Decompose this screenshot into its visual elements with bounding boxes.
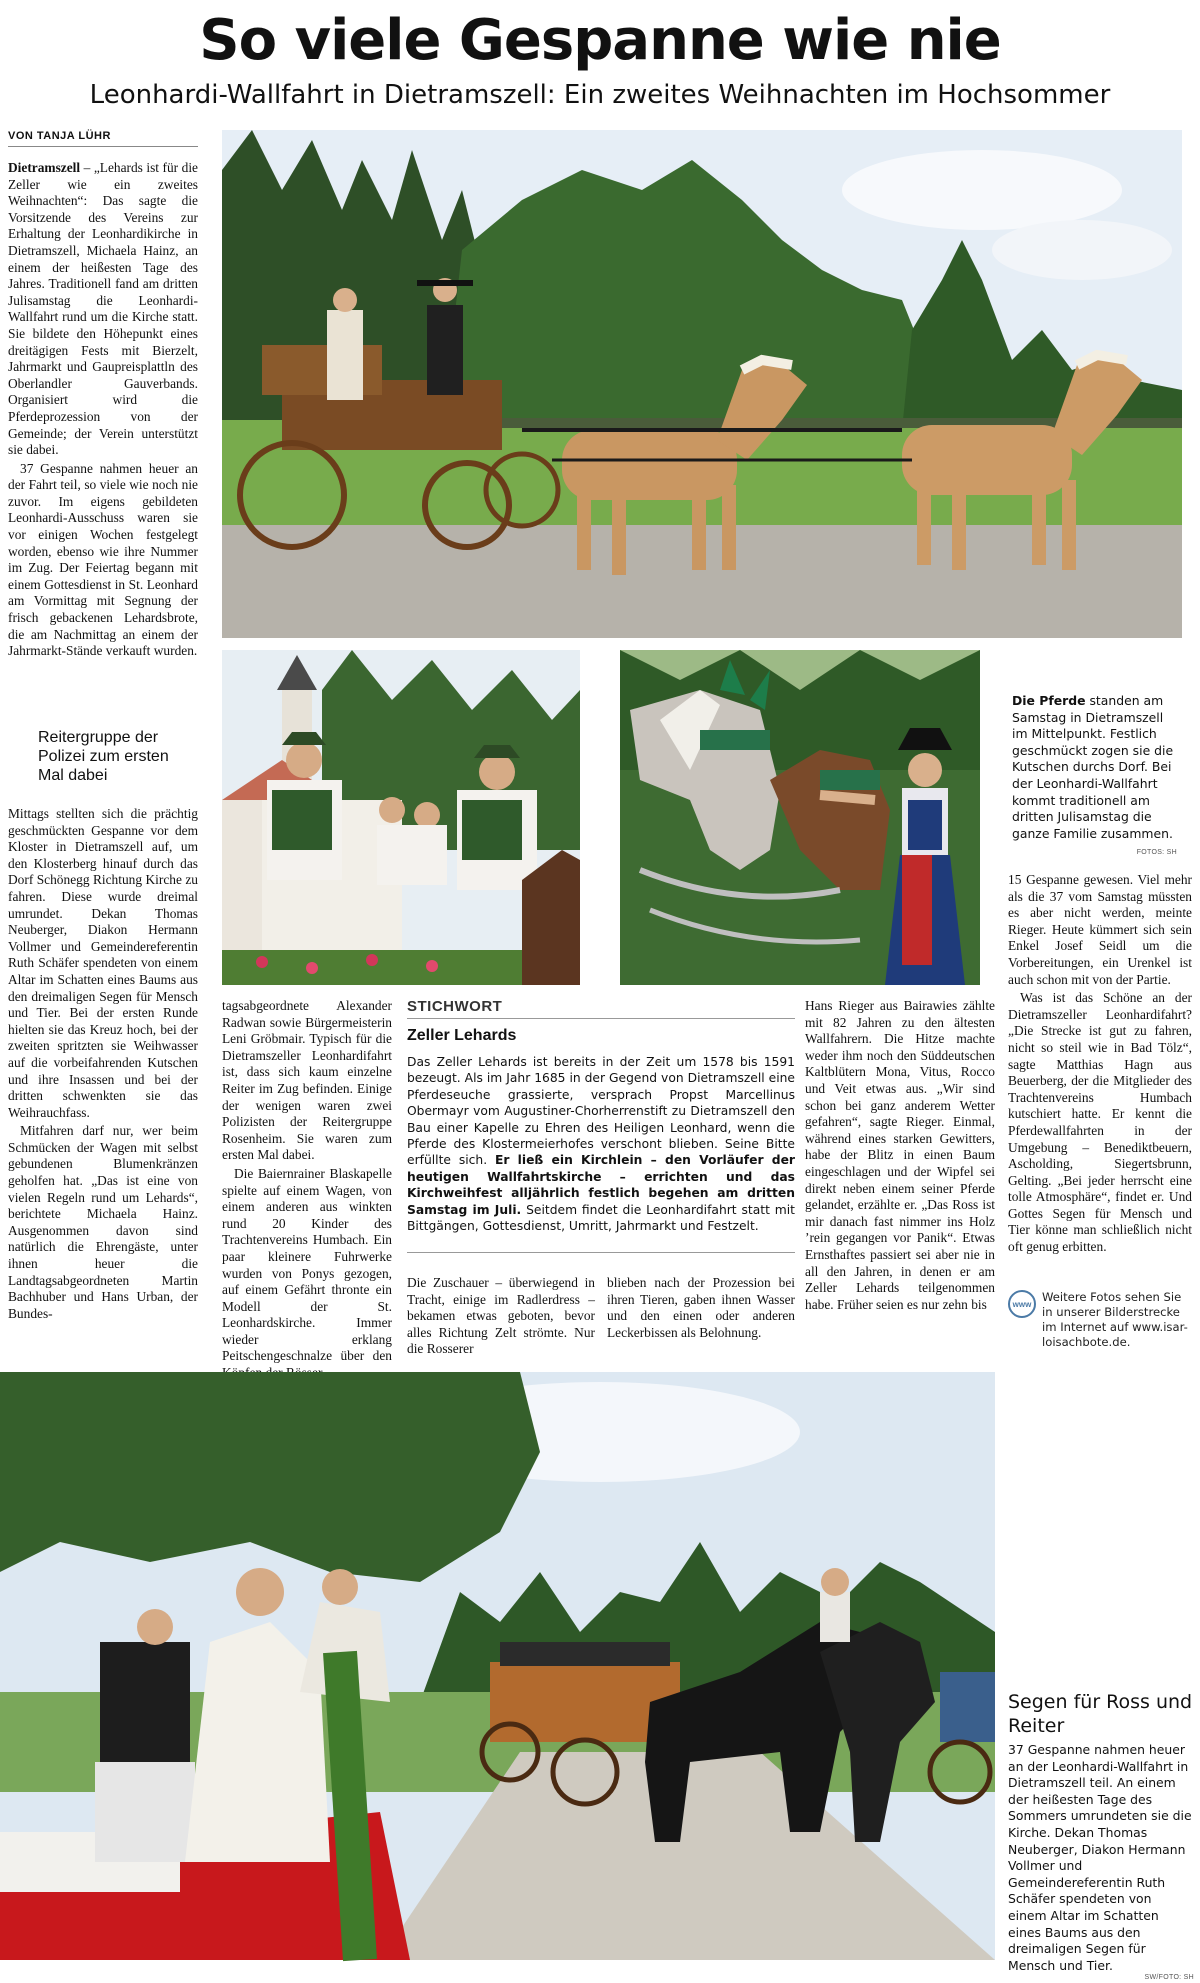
box-text-part: Das Zeller Lehards ist bereits in der Zeit um 1578 bis 1591 bezeugt. Als im Jahr 1685 in der Gegend von Dietramszell eine Pferdeseuche grassierte, versprach Propst Marcellinus Obermayr vom Augustiner-Chorherrenstift zu Dietramszell den Bau einer Kapelle zu Ehren des Heiligen Leonhard, wenn die Pferde des Klostermeierhofes verschont blieben. Seine Bitte erfüllte sich. — [407, 1055, 795, 1168]
photo-caption-top — [1012, 693, 1177, 862]
caption-lead: Die Pferde — [1012, 693, 1086, 708]
box-text-bold: Er ließ ein Kirchlein – den Vorläufer der heutigen Wallfahrtskirche – errichten und das Kirchweihfest alljährlich festlich begehen am dritten Samstag im Juli. — [407, 1153, 795, 1217]
paragraph: Was ist das Schöne an der Dietramszeller Leonhardifahrt? „Die Strecke ist gut zu fahren, nicht so steil wie in Bad Tölz“, sagte Matthias Hagn aus Beuerberg, der die Mitglieder des Trachtenvereins Humbach kutschiert hatte. Er kennt die Pferdewallfahrten in der Umgebung – Benediktbeuern, Ascholding, Siegertsbrunn, Gelting. „Bei jeder herrscht eine tolle Atmosphäre“, findet er. Und Gottes Segen für Mensch und Tier könne man schließlich nicht oft genug erbitten. — [1008, 990, 1192, 1255]
caption-text: standen am Samstag in Dietramszell im Mittelpunkt. Festlich geschmückt zogen sie die Kutschen durchs Dorf. Bei der Leonhardi-Wallfahrt kommt traditionell am dritten Julisamstag die ganze Familie zusammen. — [1012, 693, 1174, 841]
globe-icon-label: www — [1012, 1299, 1032, 1309]
info-box — [407, 998, 795, 1253]
globe-icon — [1008, 1290, 1036, 1318]
photo-blessing — [0, 1372, 995, 1960]
photo-carriage-horses — [222, 130, 1182, 638]
byline: VON TANJA LÜHR — [8, 130, 198, 147]
article-column-5 — [1008, 872, 1192, 1258]
box-text — [407, 1054, 795, 1234]
paragraph: Mittags stellten sich die prächtig geschmückten Gespanne vor dem Kloster in Dietramszell auf, um den Klosterberg hinauf durch das Dorf Schönegg Richtung Kirche zu fahren. Diese wurde dreimal umrundet. Dekan Thomas Neuberger, Diakon Hermann Vollmer und Gemeindereferentin Ruth Schäfer spendeten von einem Altar im Schatten eines Baums aus den dreimaligen Segen für Mensch und Tier. Bei der ersten Runde hielten sie das Kreuz hoch, bei der zweiten spritzten sie Weihwasser auf die vorbeifahrenden Kutschen und ihre Insassen und bei der dritten schwenkten sie das Weihrauchfass. — [8, 806, 198, 1120]
divider — [407, 1018, 795, 1019]
caption-title: Segen für Ross und Reiter — [1008, 1691, 1193, 1737]
caption-text: 37 Gespanne nahmen heuer an der Leonhardi-Wallfahrt in Dietramszell teil. An einem der heißesten Tage des Sommers umrundeten sie die Kirche. Dekan Thomas Neuberger, Diakon Hermann Vollmer und Gemeindereferentin Ruth Schäfer spendeten von einem Altar im Schatten eines Baums aus den dreimaligen Segen für Mensch und Tier. — [1008, 1742, 1192, 1973]
box-title: Zeller Lehards — [407, 1027, 517, 1044]
photo-credit: FOTOS: SH — [1136, 849, 1177, 857]
dateline: Dietramszell — [8, 160, 81, 175]
article-column-4 — [805, 998, 995, 1315]
subheadline: Leonhardi-Wallfahrt in Dietramszell: Ein zweites Weihnachten im Hochsommer — [89, 80, 1111, 110]
article-column-3b — [607, 1275, 795, 1343]
section-subhead: Reitergruppe der Polizei zum ersten Mal dabei — [38, 729, 169, 784]
article-column-1b — [8, 806, 198, 1324]
paragraph: tagsabgeordnete Alexander Radwan sowie Bürgermeisterin Leni Gröbmair. Typisch für die Dietramszeller Leonhardifahrt ist, dass sich kaum einzelne Reiter im Zug befinden. Einige der wenigen waren zwei Polizisten der Reitergruppe Rosenheim. Sie waren zum ersten Mal dabei. — [222, 998, 392, 1163]
web-notice-text: Weitere Fotos sehen Sie in unserer Bilderstrecke im Internet auf www.isar-loisachbote.de. — [1042, 1290, 1188, 1349]
photo-caption-bottom — [1008, 1690, 1194, 1983]
article-column-3a — [407, 1275, 595, 1360]
paragraph: 15 Gespanne gewesen. Viel mehr als die 37 vom Samstag müssten es aber nicht werden, meinte Rieger. Heute kümmert sich sein Enkel Josef Seidl um die Vorbereitungen, ein Urenkel ist auch schon mit von der Partie. — [1008, 872, 1192, 987]
paragraph: Hans Rieger aus Bairawies zählte mit 82 Jahren zu den ältesten Wallfahrern. Die Hitze machte weder ihm noch den Süddeutschen Kaltblütern Mona, Vitus, Rocco und Veit etwas aus. „Wir sind schon bei ganz anderem Wetter gefahren“, sagte Rieger. Einmal, während eines starken Gewitters, habe der Blitz in einen Baum eingeschlagen und der Wipfel sei direkt neben einem seiner Pferde gelandet, erzählte er. „Das Ross ist mir danach fast nimmer ins Holz ’rein gegangen vor Panik“. Etwas Ernsthaftes passiert sei aber nie in all den Jahren, in denen er am Zeller Lehards teilgenommen habe. Früher seien es nur zehn bis — [805, 998, 995, 1312]
photo-family-carriage — [222, 650, 580, 985]
divider — [407, 1252, 795, 1253]
paragraph: Mitfahren darf nur, wer beim Schmücken der Wagen mit selbst gebundenen Blumenkränzen geholfen hat. „Das ist eine von vielen Regeln rund um Lehards“, berichtete Michaela Hainz. Ausgenommen davon sind natürlich die Ehrengäste, unter ihnen heuer die Landtagsabgeordneten Martin Bachhuber und Hans Urban, der Bundes- — [8, 1123, 198, 1321]
photo-woman-horses — [620, 650, 980, 985]
paragraph: – „Lehards ist für die Zeller wie ein zweites Weihnachten“: Das sagte die Vorsitzende des Vereins zur Erhaltung der Leonhardikirche in Dietramszell, Michaela Hainz, an einem der heißesten Tage des Jahres. Traditionell fand am dritten Julisamstag die Leonhardi-Wallfahrt rund um die Kirche statt. Sie bildete den Höhepunkt eines dreitägigen Fests mit Bierzelt, Jahrmarkt und Gaupreisplattln des Oberlandler Gauverbands. Organisiert wird die Pferdeprozession von der Gemeinde; der Verein unterstützt sie dabei. — [8, 160, 198, 458]
box-text-part: Seitdem findet die Leonhardifahrt statt mit Bittgängen, Gottesdienst, Umritt, Jahrmarkt und Festzelt. — [407, 1202, 795, 1234]
paragraph: blieben nach der Prozession bei ihren Tieren, gaben ihnen Wasser und den einen oder anderen Leckerbissen als Belohnung. — [607, 1275, 795, 1340]
paragraph: Die Baiernrainer Blaskapelle spielte auf einem Wagen, von einem anderen aus winkten rund 20 Kinder des Trachtenvereins Humbach. Ein paar kleinere Fuhrwerke wurden von Ponys gezogen, auf einem Gefährt thronte ein Modell der St. Leonhardskirche. Immer wieder erklang Peitschengeschnalze über den — [222, 1165, 392, 1364]
article-column-2 — [222, 998, 392, 1384]
article-column-1 — [8, 160, 198, 662]
paragraph: 37 Gespanne nahmen heuer an der Fahrt teil, so viele wie noch nie zuvor. Im eigens gebildeten Leonhardi-Ausschuss waren sie vor einigen Wochen festgelegt worden, ebenso wie ihre Nummer im Zug. Der Feiertag begann mit einem Gottesdienst in St. Leonhard am Vormittag mit Segnung der frisch gebackenen Lehardsbrote, die am Nachmittag an einem der Jahrmarkt-Stände verkauft wurden. — [8, 460, 198, 659]
headline: So viele Gespanne wie nie — [199, 8, 1001, 73]
web-notice — [1008, 1290, 1192, 1350]
box-kicker: STICHWORT — [407, 998, 503, 1015]
paragraph: Die Zuschauer – überwiegend in Tracht, einige im Radlerdress – bekamen etwas geboten, bevor alles Richtung Zelt strömte. Nur die Rosserer — [407, 1275, 595, 1357]
photo-credit: SW/FOTO: SH — [1144, 1974, 1194, 1982]
